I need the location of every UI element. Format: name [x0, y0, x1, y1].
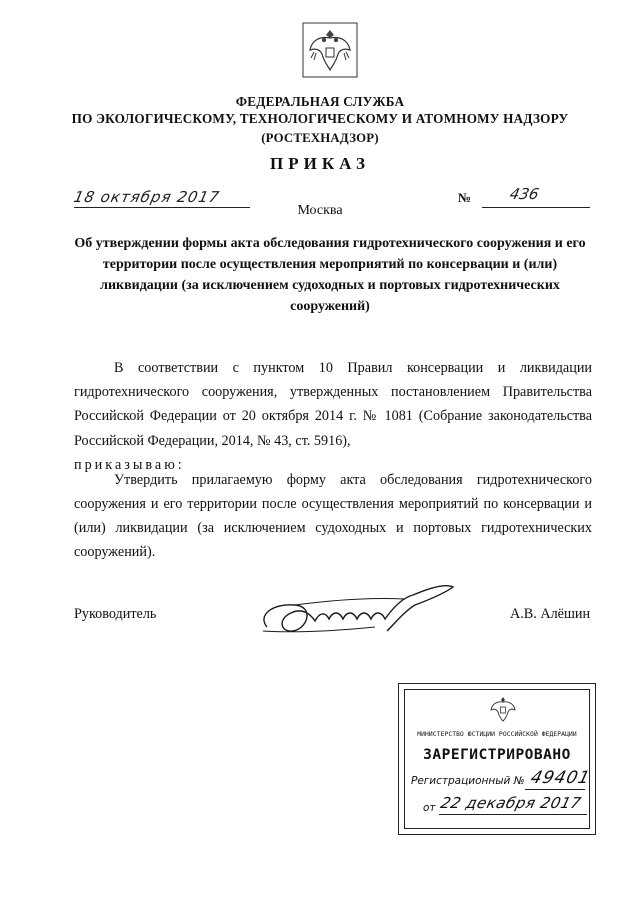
stamp-reg-label: Регистрационный № — [411, 775, 525, 787]
header-line-2: ПО ЭКОЛОГИЧЕСКОМУ, ТЕХНОЛОГИЧЕСКОМУ И АТОМНОМУ НАДЗОРУ — [71, 111, 569, 126]
stamp-date-underline — [439, 814, 587, 815]
prikazyvayu-word: приказываю: — [74, 456, 185, 473]
doc-type-title: ПРИКАЗ — [270, 154, 370, 173]
signatory-role: Руководитель — [74, 606, 157, 622]
stamp-inner-frame — [404, 689, 593, 829]
handwritten-date: 18 октября 2017 — [72, 188, 222, 206]
header-line-3: (РОСТЕХНАДЗОР) — [261, 131, 379, 145]
body-paragraph-1 — [74, 356, 592, 477]
body-paragraph-2: Утвердить прилагаемую форму акта обследования гидротехнического сооружения и его территории после осуществления мероприятий по консервации и (или) ликвидации (за исключением судоходных и портовых гидротехнических сооружений). — [74, 472, 592, 560]
registration-stamp — [398, 683, 596, 835]
order-number: 436 — [508, 185, 541, 203]
city: Москва — [297, 203, 343, 218]
stamp-emblem-icon — [488, 694, 518, 724]
handwritten-signature — [255, 575, 465, 645]
signatory-name: А.В. Алёшин — [510, 606, 591, 622]
state-emblem-icon — [302, 22, 358, 78]
header-line-1: ФЕДЕРАЛЬНАЯ СЛУЖБА — [235, 94, 405, 109]
stamp-from-label: от — [423, 802, 436, 814]
body-paragraph-1-text: В соответствии с пунктом 10 Правил консервации и ликвидации гидротехнического сооружения, утвержденных постановлением Правительства Российской Федерации от 20 октября 2014 г. № 1081 (Собрание законодательства Российской Федерации, 2014, № 43, ст. 5916), — [74, 360, 592, 449]
stamp-ministry: МИНИСТЕРСТВО ЮСТИЦИИ РОССИЙСКОЙ ФЕДЕРАЦИИ — [417, 731, 577, 738]
number-sign: № — [458, 190, 472, 205]
stamp-registered: ЗАРЕГИСТРИРОВАНО — [423, 747, 571, 763]
stamp-reg-date: 22 декабря 2017 — [438, 794, 584, 812]
stamp-reg-number: 49401 — [528, 768, 593, 788]
stamp-number-underline — [525, 789, 585, 790]
order-title: Об утверждении формы акта обследования гидротехнического сооружения и его территории после осуществления мероприятий по консервации и (или) ликвидации (за исключением судоходных и портовых гидротехнических сооружений) — [74, 236, 586, 314]
